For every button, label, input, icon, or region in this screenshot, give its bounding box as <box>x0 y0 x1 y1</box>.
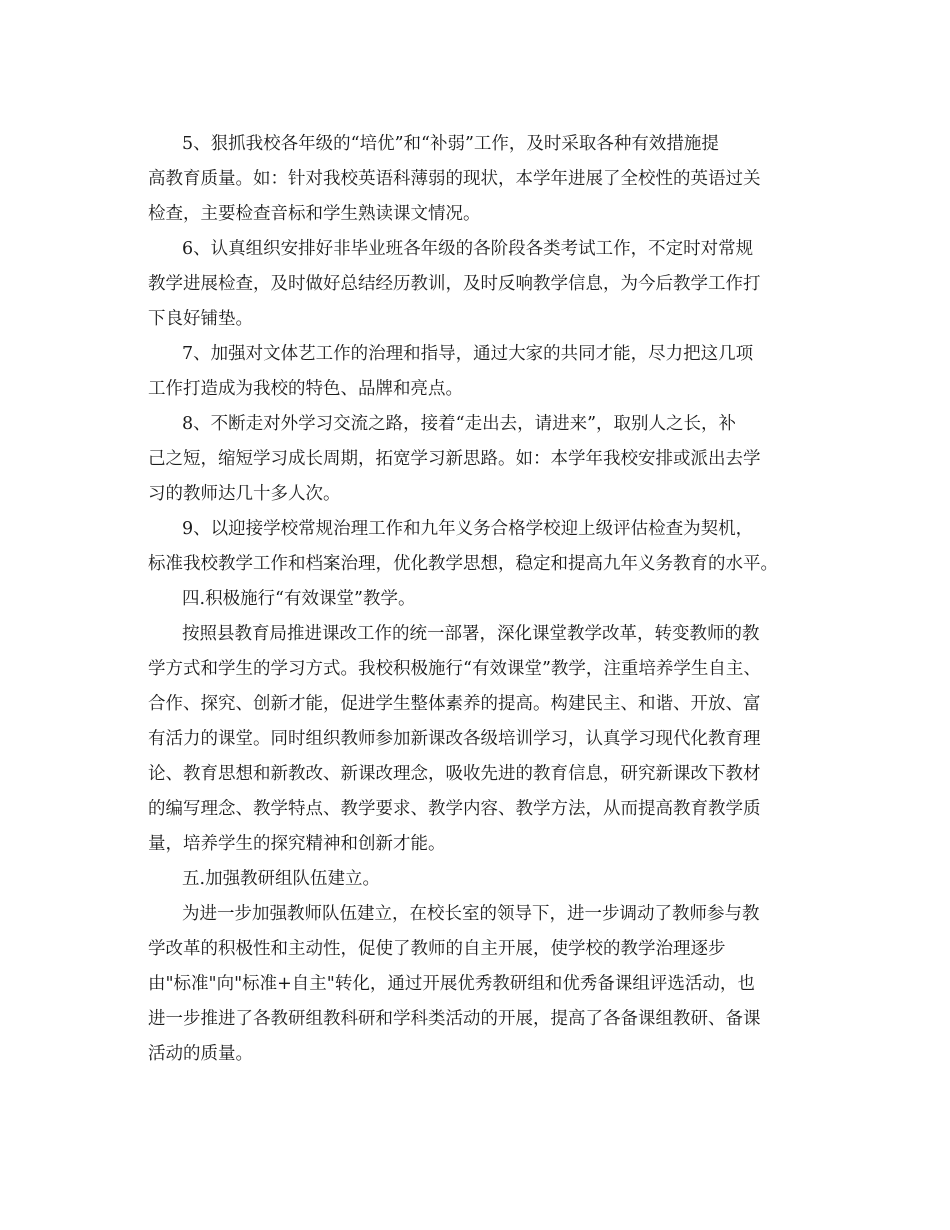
text-line: 为进一步加强教师队伍建立，在校长室的领导下，进一步调动了教师参与教 <box>182 904 760 924</box>
text-line: 下良好铺垫。 <box>148 309 253 329</box>
text-line: 论、教育思想和新教改、新课改理念，吸收先进的教育信息，研究新课改下教材 <box>148 764 761 784</box>
text-line: 学改革的积极性和主动性，促使了教师的自主开展，使学校的教学治理逐步 <box>148 939 726 959</box>
text-line: 检查，主要检查音标和学生熟读课文情况。 <box>148 204 481 224</box>
text-line: 进一步推进了各教研组教科研和学科类活动的开展，提高了各备课组教研、备课 <box>148 1009 761 1029</box>
text-line: 高教育质量。如：针对我校英语科薄弱的现状，本学年进展了全校性的英语过关 <box>148 169 761 189</box>
text-line: 学方式和学生的学习方式。我校积极施行“有效课堂”教学，注重培养学生自主、 <box>148 659 761 679</box>
text-line: 由"标准"向"标准+自主"转化，通过开展优秀教研组和优秀备课组评选活动，也 <box>148 974 755 994</box>
text-line: 9、以迎接学校常规治理工作和九年义务合格学校迎上级评估检查为契机， <box>182 519 754 539</box>
text-line: 6、认真组织安排好非毕业班各年级的各阶段各类考试工作，不定时对常规 <box>182 239 754 259</box>
text-line: 有活力的课堂。同时组织教师参加新课改各级培训学习，认真学习现代化教育理 <box>148 729 761 749</box>
text-line: 习的教师达几十多人次。 <box>148 484 341 504</box>
text-line: 量，培养学生的探究精神和创新才能。 <box>148 834 446 854</box>
text-line: 7、加强对文体艺工作的治理和指导，通过大家的共同才能，尽力把这几项 <box>182 344 754 364</box>
section-heading: 四.积极施行“有效课堂”教学。 <box>182 589 416 609</box>
text-line: 的编写理念、教学特点、教学要求、教学内容、教学方法，从而提高教育教学质 <box>148 799 761 819</box>
text-line: 标准我校教学工作和档案治理，优化教学思想，稳定和提高九年义务教育的水平。 <box>148 554 778 574</box>
text-line: 8、不断走对外学习交流之路，接着“走出去，请进来”，取别人之长，补 <box>182 414 737 434</box>
text-line: 工作打造成为我校的特色、品牌和亮点。 <box>148 379 463 399</box>
text-line: 活动的质量。 <box>148 1044 253 1064</box>
text-line: 5、狠抓我校各年级的“培优”和“补弱”工作，及时采取各种有效措施提 <box>182 134 719 154</box>
text-line: 合作、探究、创新才能，促进学生整体素养的提高。构建民主、和谐、开放、富 <box>148 694 761 714</box>
text-line: 教学进展检查，及时做好总结经历教训，及时反响教学信息，为今后教学工作打 <box>148 274 761 294</box>
text-line: 按照县教育局推进课改工作的统一部署，深化课堂教学改革，转变教师的教 <box>182 624 760 644</box>
text-line: 己之短，缩短学习成长周期，拓宽学习新思路。如：本学年我校安排或派出去学 <box>148 449 761 469</box>
section-heading: 五.加强教研组队伍建立。 <box>182 869 381 889</box>
